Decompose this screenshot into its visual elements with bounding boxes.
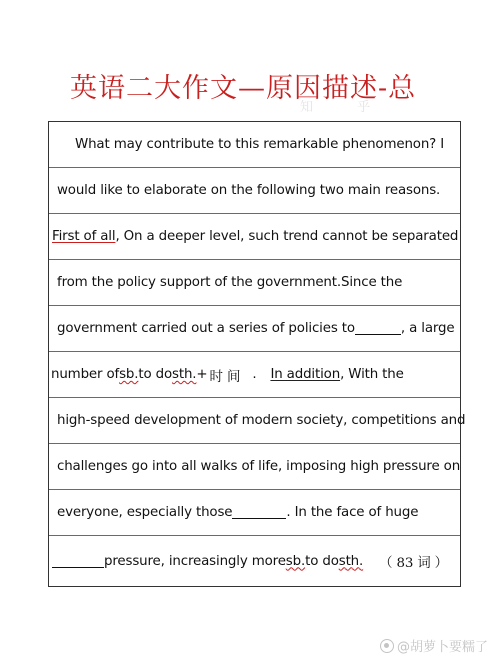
footer-watermark xyxy=(380,636,488,655)
line-text: , On a deeper level, such trend cannot be separated xyxy=(115,229,459,244)
page-title: 英语二大作文—原因描述-总 xyxy=(70,73,417,104)
line-text: to do xyxy=(305,553,339,569)
essay-line-9 xyxy=(49,490,460,536)
essay-line-1 xyxy=(49,122,460,168)
essay-line-3 xyxy=(49,214,460,260)
fill-in-blank xyxy=(52,555,104,568)
fill-in-blank xyxy=(355,322,401,335)
plus-sign: + xyxy=(196,367,208,382)
essay-line-8 xyxy=(49,444,460,490)
word-count: （ 83 词 ） xyxy=(379,555,448,571)
sb-abbrev: sb. xyxy=(119,367,139,382)
in-addition-phrase: In addition xyxy=(270,367,341,382)
line-text: , a large xyxy=(400,321,455,336)
first-of-all-phrase: First of all xyxy=(52,229,116,244)
line-text: What may contribute to this remarkable phenomenon? I xyxy=(75,137,445,152)
faint-watermark: 知 乎 xyxy=(300,100,391,115)
essay-line-7 xyxy=(49,398,466,444)
line-text: challenges go into all walks of life, imposing high pressure on xyxy=(57,459,461,474)
essay-line-10 xyxy=(49,536,460,586)
watermark-logo-icon xyxy=(380,639,394,653)
sb-abbrev: sb. xyxy=(285,553,306,569)
watermark-text: @胡萝卜要糯了 xyxy=(396,640,488,655)
line-text: government carried out a series of policies to xyxy=(57,321,355,336)
line-text: high-speed development of modern society, competitions and xyxy=(57,413,466,428)
essay-line-4 xyxy=(49,260,460,306)
essay-line-5 xyxy=(49,306,460,352)
sth-abbrev: sth. xyxy=(172,367,197,382)
essay-sheet xyxy=(48,121,466,587)
line-text: pressure, increasingly more xyxy=(104,553,286,569)
line-text: would like to elaborate on the following two main reasons. xyxy=(57,183,441,198)
line-text: everyone, especially those xyxy=(57,505,233,520)
line-text: from the policy support of the government.Since the xyxy=(57,275,403,290)
fill-in-blank xyxy=(232,506,286,519)
line-text: , With the xyxy=(340,367,404,382)
line-text: . In the face of huge xyxy=(286,505,419,520)
line-text: to do xyxy=(138,367,173,382)
essay-line-2 xyxy=(49,168,460,214)
time-note: 时 间 xyxy=(209,368,241,385)
essay-line-6 xyxy=(49,352,460,398)
period-mark: . xyxy=(252,367,257,382)
line-text: number of xyxy=(51,367,120,382)
sth-abbrev: sth. xyxy=(338,553,364,569)
